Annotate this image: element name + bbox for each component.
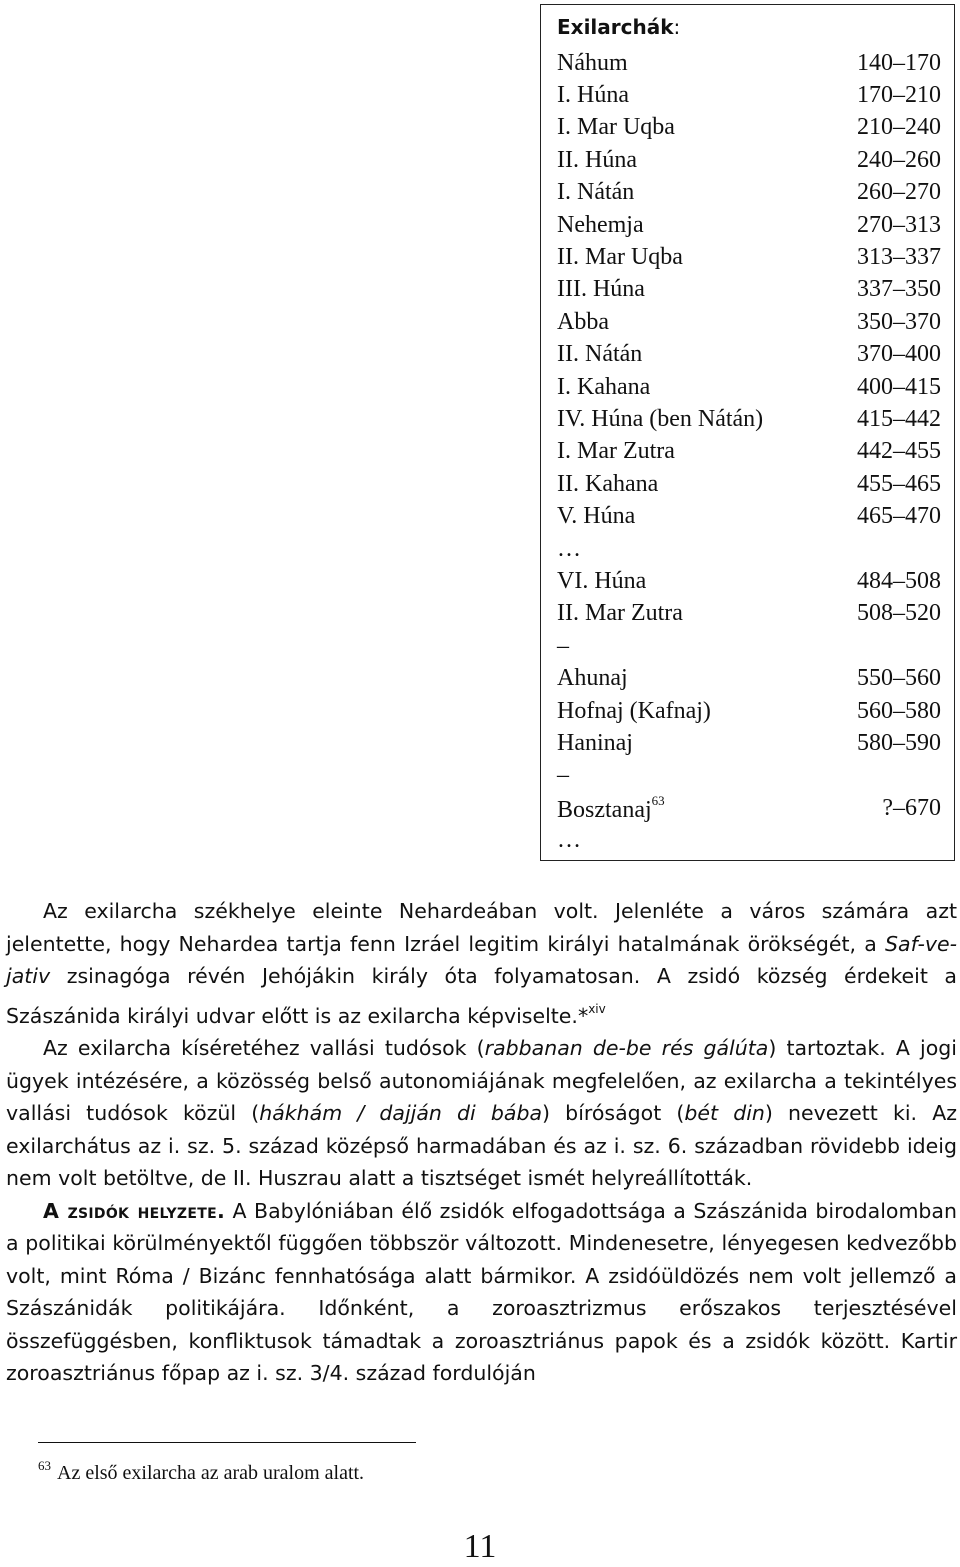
exilarch-years: 455–465: [857, 470, 941, 497]
exilarch-name: I. Mar Uqba: [557, 114, 675, 141]
exilarch-name: II. Nátán: [557, 341, 643, 368]
exilarch-years: 560–580: [857, 697, 941, 724]
exilarch-row: [557, 630, 941, 662]
exilarch-name: III. Húna: [557, 276, 645, 303]
exilarch-row: [557, 403, 941, 435]
exilarch-name: Hofnaj (Kafnaj): [557, 697, 711, 724]
exilarch-row: [557, 274, 941, 306]
paragraph-situation: A zsidók helyzete. A Babylóniában élő zsidók elfogadottsága a Szászánida birodalomban a politikai körülményektől függően többször változott. Mindenesetre, lényegesen kedvezőbb volt, mint Róma / Bizánc fennhatósága alatt bármikor. A zsidóüldözés nem volt jellemző a Szászánidák politikájára. Időnként, a zoroasztrizmus erőszakos terjesztésével összefüggésben, konfliktusok támadtak a zoroasztriánus papok és a zsidók között. Kartir zoroasztriánus főpap az i. sz. 3/4. század fordulóján: [6, 1198, 957, 1385]
exilarch-years: ?–670: [882, 794, 941, 821]
exilarch-years: 337–350: [857, 276, 941, 303]
exilarch-years: 260–270: [857, 179, 941, 206]
footnote: [38, 1458, 364, 1485]
exilarch-list: [557, 47, 941, 857]
exilarch-row: [557, 598, 941, 630]
exilarch-name: …: [557, 535, 581, 562]
exilarch-name: Abba: [557, 308, 609, 335]
exilarch-row: [557, 79, 941, 111]
section-heading: A zsidók helyzete: [43, 1198, 217, 1223]
exilarch-name: I. Kahana: [557, 373, 651, 400]
exilarch-years: 484–508: [857, 567, 941, 594]
exilarch-row: [557, 500, 941, 532]
exilarch-row: [557, 662, 941, 694]
exilarch-row: [557, 727, 941, 759]
exilarch-box-title: Exilarchák:: [557, 15, 681, 39]
exilarch-name: Bosztanaj: [557, 796, 652, 823]
exilarch-name: …: [557, 827, 581, 854]
exilarch-row: [557, 695, 941, 727]
exilarch-years: 270–313: [857, 211, 941, 238]
exilarch-row: [557, 144, 941, 176]
exilarch-name: Náhum: [557, 49, 628, 76]
exilarch-years: 370–400: [857, 341, 941, 368]
exilarch-name: –: [557, 632, 569, 659]
exilarch-years: 415–442: [857, 405, 941, 432]
paragraph-seat: Az exilarcha székhelye eleinte Nehardeában volt. Jelenléte a város számára azt jelentette, hogy Nehardea tartja fenn Izráel legitim királyi hatalmának örökségét, a Saf-ve-jativ zsinagóga révén Jehójákin király óta folyamatosan. A zsidó község érdekeit a Szászánida királyi udvar előtt is az exilarcha képviselte.*$^{xiv}$: [6, 899, 957, 1028]
exilarch-name: II. Kahana: [557, 470, 659, 497]
exilarch-row: [557, 565, 941, 597]
exilarch-name: Ahunaj: [557, 665, 628, 692]
exilarch-name-wrap: [557, 793, 665, 824]
exilarch-name: II. Mar Uqba: [557, 244, 683, 271]
paragraph-scholars: Az exilarcha kíséretéhez vallási tudósok (rabbanan de-be rés gálúta) tartoztak. A jogi ügyek intézésére, a közösség belső autonomiájának megfelelően, az exilarcha a tekintélyes vallási tudósok közül (hákhám / dajján di bába) bíróságot (bét din) nevezett ki. Az exilarchátus az i. sz. 5. század középső harmadában és az i. sz. 6. században rövidebb ideig nem volt betöltve, de II. Huszrau alatt a tisztséget ismét helyreállították.: [6, 1036, 957, 1190]
exilarch-name: V. Húna: [557, 503, 636, 530]
exilarch-row: [557, 468, 941, 500]
exilarch-box: [540, 4, 955, 861]
exilarch-name: I. Nátán: [557, 179, 635, 206]
exilarch-row: [557, 824, 941, 856]
exilarch-row: [557, 436, 941, 468]
exilarch-name: Nehemja: [557, 211, 644, 238]
exilarch-row: [557, 177, 941, 209]
exilarch-years: 313–337: [857, 244, 941, 271]
exilarch-row: [557, 241, 941, 273]
exilarch-years: 550–560: [857, 665, 941, 692]
exilarch-row: [557, 112, 941, 144]
exilarch-row: [557, 760, 941, 792]
exilarch-years: 140–170: [857, 49, 941, 76]
exilarch-years: 442–455: [857, 438, 941, 465]
exilarch-years: 350–370: [857, 308, 941, 335]
exilarch-row: [557, 339, 941, 371]
exilarch-name: I. Mar Zutra: [557, 438, 675, 465]
exilarch-years: 210–240: [857, 114, 941, 141]
exilarch-years: 400–415: [857, 373, 941, 400]
exilarch-name: –: [557, 762, 569, 789]
exilarch-years: 465–470: [857, 503, 941, 530]
exilarch-row: [557, 209, 941, 241]
exilarch-name: IV. Húna (ben Nátán): [557, 405, 764, 432]
exilarch-years: 240–260: [857, 146, 941, 173]
exilarch-row: [557, 533, 941, 565]
footnote-number: 63: [38, 1458, 51, 1473]
page-number: 11: [463, 1528, 497, 1565]
exilarch-row: [557, 47, 941, 79]
exilarch-name: II. Mar Zutra: [557, 600, 683, 627]
footnote-text: Az első exilarcha az arab uralom alatt.: [57, 1462, 365, 1484]
exilarch-row: [557, 371, 941, 403]
exilarch-name: VI. Húna: [557, 567, 647, 594]
body-text: [6, 895, 957, 1390]
exilarch-years: 508–520: [857, 600, 941, 627]
exilarch-years: 170–210: [857, 82, 941, 109]
exilarch-row: [557, 306, 941, 338]
exilarch-name: I. Húna: [557, 82, 629, 109]
exilarch-row: [557, 792, 941, 824]
exilarch-name: Haninaj: [557, 729, 633, 756]
endnote-ref-xiv: xiv: [588, 1001, 606, 1016]
exilarch-years: 580–590: [857, 729, 941, 756]
exilarch-name: II. Húna: [557, 146, 637, 173]
footnote-rule: [38, 1442, 416, 1443]
footnote-ref: 63: [651, 792, 665, 808]
